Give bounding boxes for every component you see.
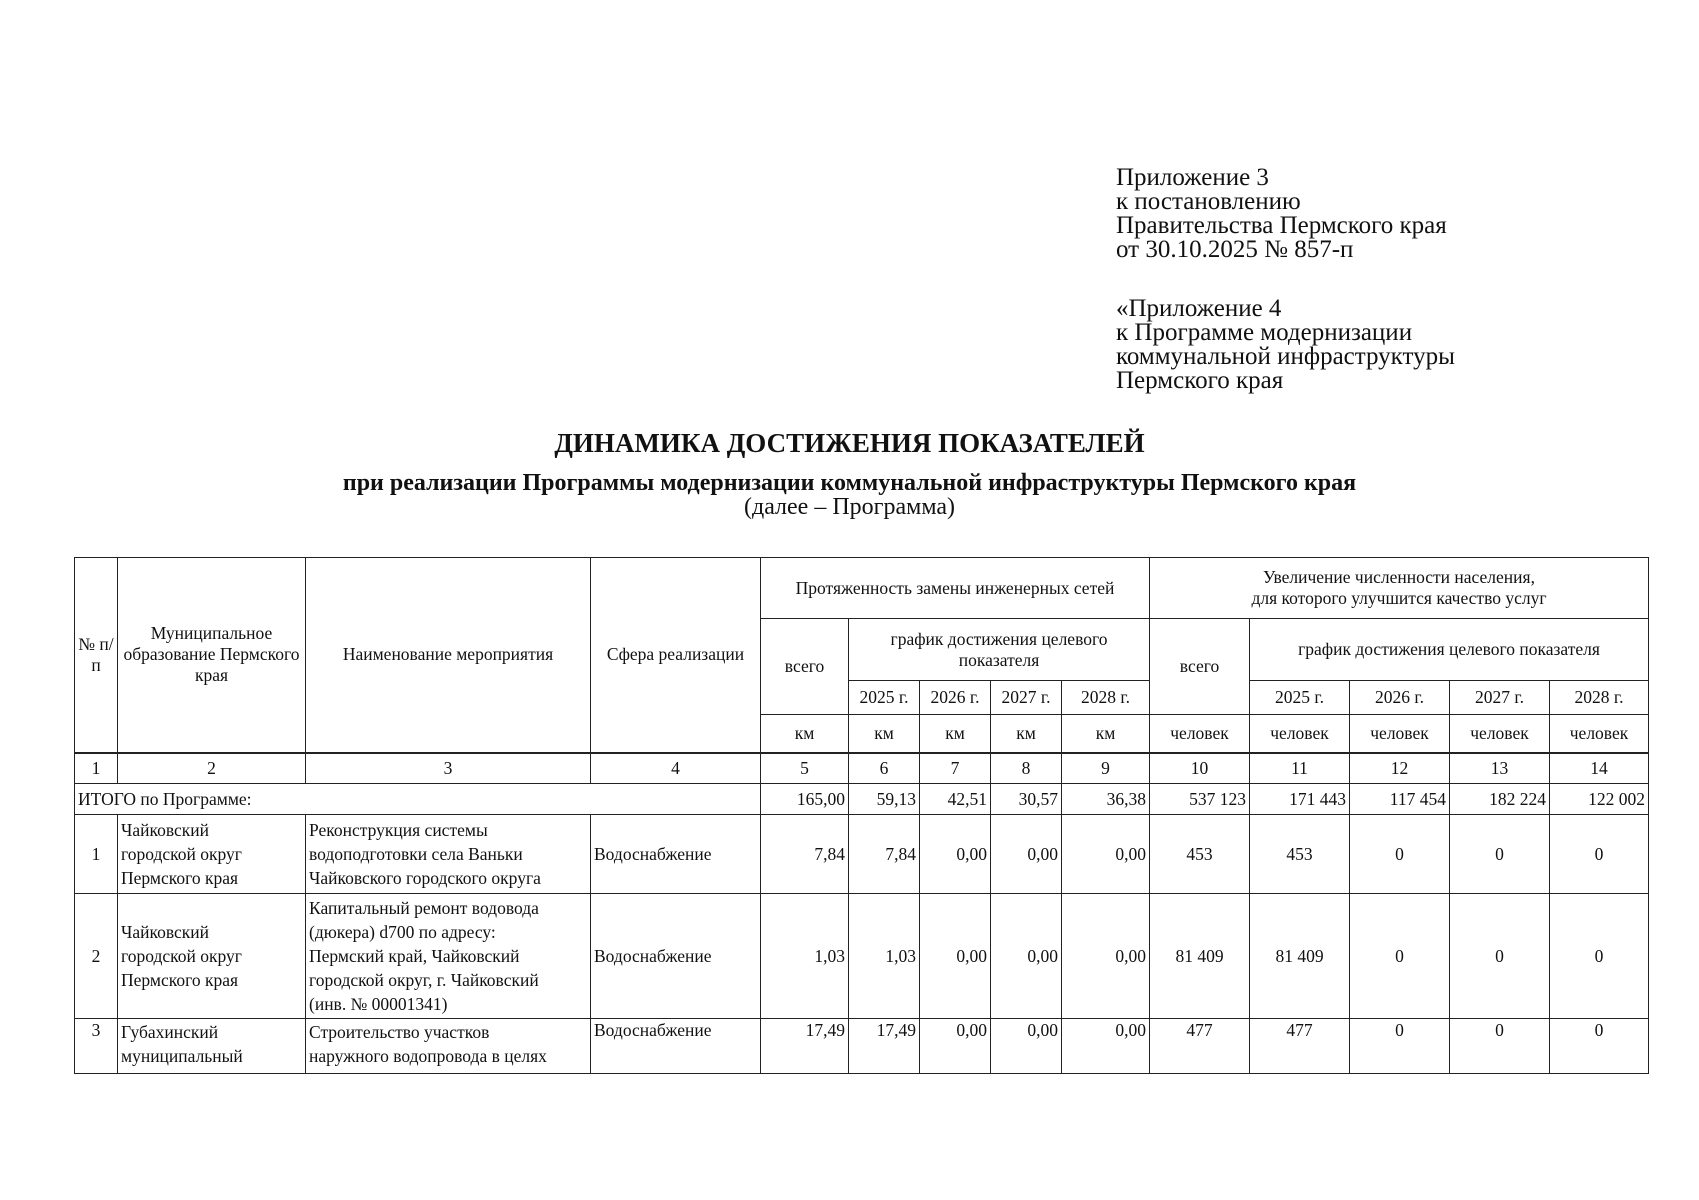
document-title: ДИНАМИКА ДОСТИЖЕНИЯ ПОКАЗАТЕЛЕЙ	[554, 428, 1145, 458]
column-number: 9	[1062, 753, 1150, 784]
column-number: 6	[849, 753, 920, 784]
row-municipality	[118, 815, 306, 894]
appendix-4-block	[1116, 297, 1455, 393]
row-value: 81 409	[1250, 894, 1350, 1019]
row-value: 0,00	[1062, 815, 1150, 894]
header-population-group	[1150, 558, 1649, 619]
header-municipality: Муниципальное образование Пермского края	[118, 558, 306, 753]
row-num: 1	[75, 815, 118, 894]
header-unit: км	[849, 715, 920, 753]
text-line: Пермского края	[121, 970, 239, 990]
row-value: 0,00	[920, 894, 991, 1019]
row-municipality	[118, 1019, 306, 1074]
header-unit: человек	[1150, 715, 1250, 753]
table-row	[75, 894, 1649, 1019]
total-value: 59,13	[849, 784, 920, 815]
text-line: водоподготовки села Ваньки	[309, 844, 523, 864]
total-value: 171 443	[1250, 784, 1350, 815]
column-number: 3	[306, 753, 591, 784]
row-event	[306, 1019, 591, 1074]
row-value: 0	[1350, 1019, 1450, 1074]
text-line: муниципальный	[121, 1046, 243, 1066]
row-value: 0	[1350, 815, 1450, 894]
table-row	[75, 1019, 1649, 1074]
row-value: 17,49	[761, 1019, 849, 1074]
column-number-row	[75, 753, 1649, 784]
column-number: 4	[591, 753, 761, 784]
total-row	[75, 784, 1649, 815]
header-year: 2027 г.	[991, 681, 1062, 715]
row-municipality	[118, 894, 306, 1019]
header-population-line: для которого улучшится качество услуг	[1251, 588, 1547, 608]
row-value: 1,03	[849, 894, 920, 1019]
row-value: 0	[1350, 894, 1450, 1019]
header-population-schedule: график достижения целевого показателя	[1250, 619, 1649, 681]
row-sphere: Водоснабжение	[591, 894, 761, 1019]
header-year: 2026 г.	[1350, 681, 1450, 715]
total-value: 182 224	[1450, 784, 1550, 815]
row-value: 0,00	[991, 894, 1062, 1019]
column-number: 12	[1350, 753, 1450, 784]
row-value: 453	[1250, 815, 1350, 894]
header-year: 2025 г.	[1250, 681, 1350, 715]
header-year: 2025 г.	[849, 681, 920, 715]
total-value: 42,51	[920, 784, 991, 815]
header-networks-total: всего	[761, 619, 849, 715]
header-networks-schedule: график достижения целевого показателя	[849, 619, 1150, 681]
text-line: (дюкера) d700 по адресу:	[309, 922, 496, 942]
header-sphere: Сфера реализации	[591, 558, 761, 753]
row-value: 0	[1450, 894, 1550, 1019]
row-value: 0,00	[1062, 894, 1150, 1019]
row-event	[306, 894, 591, 1019]
row-sphere: Водоснабжение	[591, 1019, 761, 1074]
row-value: 0,00	[991, 815, 1062, 894]
row-value: 7,84	[849, 815, 920, 894]
row-value: 0,00	[920, 815, 991, 894]
appendix-3-block	[1116, 166, 1447, 262]
total-label: ИТОГО по Программе:	[75, 784, 761, 815]
header-unit: км	[920, 715, 991, 753]
header-year: 2026 г.	[920, 681, 991, 715]
text-line: Чайковский	[121, 922, 210, 942]
header-unit: человек	[1450, 715, 1550, 753]
row-sphere: Водоснабжение	[591, 815, 761, 894]
row-value: 477	[1150, 1019, 1250, 1074]
row-value: 453	[1150, 815, 1250, 894]
column-number: 7	[920, 753, 991, 784]
header-unit: км	[991, 715, 1062, 753]
text-line: Чайковского городского округа	[309, 868, 541, 888]
table-row	[75, 815, 1649, 894]
appendix-3-line: Приложение 3	[1116, 164, 1269, 191]
row-value: 0,00	[1062, 1019, 1150, 1074]
row-value: 0,00	[991, 1019, 1062, 1074]
header-population-line: Увеличение численности населения,	[1263, 567, 1535, 587]
document-subtitle-note: (далее – Программа)	[743, 494, 956, 520]
row-value: 0,00	[920, 1019, 991, 1074]
row-value: 0	[1550, 815, 1649, 894]
header-year: 2028 г.	[1550, 681, 1649, 715]
total-value: 537 123	[1150, 784, 1250, 815]
row-num: 3	[75, 1019, 118, 1074]
appendix-4-line: коммунальной инфраструктуры	[1116, 343, 1455, 370]
row-num: 2	[75, 894, 118, 1019]
row-value: 81 409	[1150, 894, 1250, 1019]
column-number: 11	[1250, 753, 1350, 784]
header-population-total: всего	[1150, 619, 1250, 715]
total-value: 165,00	[761, 784, 849, 815]
row-value: 477	[1250, 1019, 1350, 1074]
text-line: Реконструкция системы	[309, 820, 488, 840]
total-value: 30,57	[991, 784, 1062, 815]
total-value: 122 002	[1550, 784, 1649, 815]
text-line: Пермский край, Чайковский	[309, 946, 520, 966]
row-value: 0	[1450, 1019, 1550, 1074]
column-number: 14	[1550, 753, 1649, 784]
text-line: Строительство участков	[309, 1022, 490, 1042]
column-number: 10	[1150, 753, 1250, 784]
row-value: 0	[1550, 1019, 1649, 1074]
text-line: наружного водопровода в целях	[309, 1046, 547, 1066]
appendix-3-line: от 30.10.2025 № 857-п	[1116, 236, 1354, 263]
header-networks-group: Протяженность замены инженерных сетей	[761, 558, 1150, 619]
indicators-table	[74, 557, 1649, 1074]
row-value: 1,03	[761, 894, 849, 1019]
header-year: 2028 г.	[1062, 681, 1150, 715]
column-number: 13	[1450, 753, 1550, 784]
row-value: 0	[1450, 815, 1550, 894]
appendix-4-line: к Программе модернизации	[1116, 319, 1413, 346]
column-number: 8	[991, 753, 1062, 784]
row-value: 0	[1550, 894, 1649, 1019]
column-number: 1	[75, 753, 118, 784]
text-line: Чайковский	[121, 820, 210, 840]
text-line: Капитальный ремонт водовода	[309, 898, 539, 918]
text-line: городской округ, г. Чайковский	[309, 970, 539, 990]
row-value: 17,49	[849, 1019, 920, 1074]
header-num: № п/п	[75, 558, 118, 753]
header-unit: человек	[1550, 715, 1649, 753]
text-line: городской округ	[121, 844, 242, 864]
text-line: городской округ	[121, 946, 242, 966]
header-unit: км	[761, 715, 849, 753]
text-line: Пермского края	[121, 868, 239, 888]
header-unit: человек	[1250, 715, 1350, 753]
text-line: (инв. № 00001341)	[309, 994, 448, 1014]
document-subtitle: при реализации Программы модернизации коммунальной инфраструктуры Пермского края	[342, 470, 1357, 496]
header-unit: км	[1062, 715, 1150, 753]
total-value: 117 454	[1350, 784, 1450, 815]
row-value: 7,84	[761, 815, 849, 894]
column-number: 2	[118, 753, 306, 784]
header-unit: человек	[1350, 715, 1450, 753]
appendix-3-line: Правительства Пермского края	[1116, 212, 1447, 239]
header-event: Наименование мероприятия	[306, 558, 591, 753]
row-event	[306, 815, 591, 894]
header-year: 2027 г.	[1450, 681, 1550, 715]
text-line: Губахинский	[121, 1022, 219, 1042]
appendix-3-line: к постановлению	[1116, 188, 1301, 215]
appendix-4-line: «Приложение 4	[1116, 295, 1282, 322]
appendix-4-line: Пермского края	[1116, 367, 1284, 394]
column-number: 5	[761, 753, 849, 784]
total-value: 36,38	[1062, 784, 1150, 815]
